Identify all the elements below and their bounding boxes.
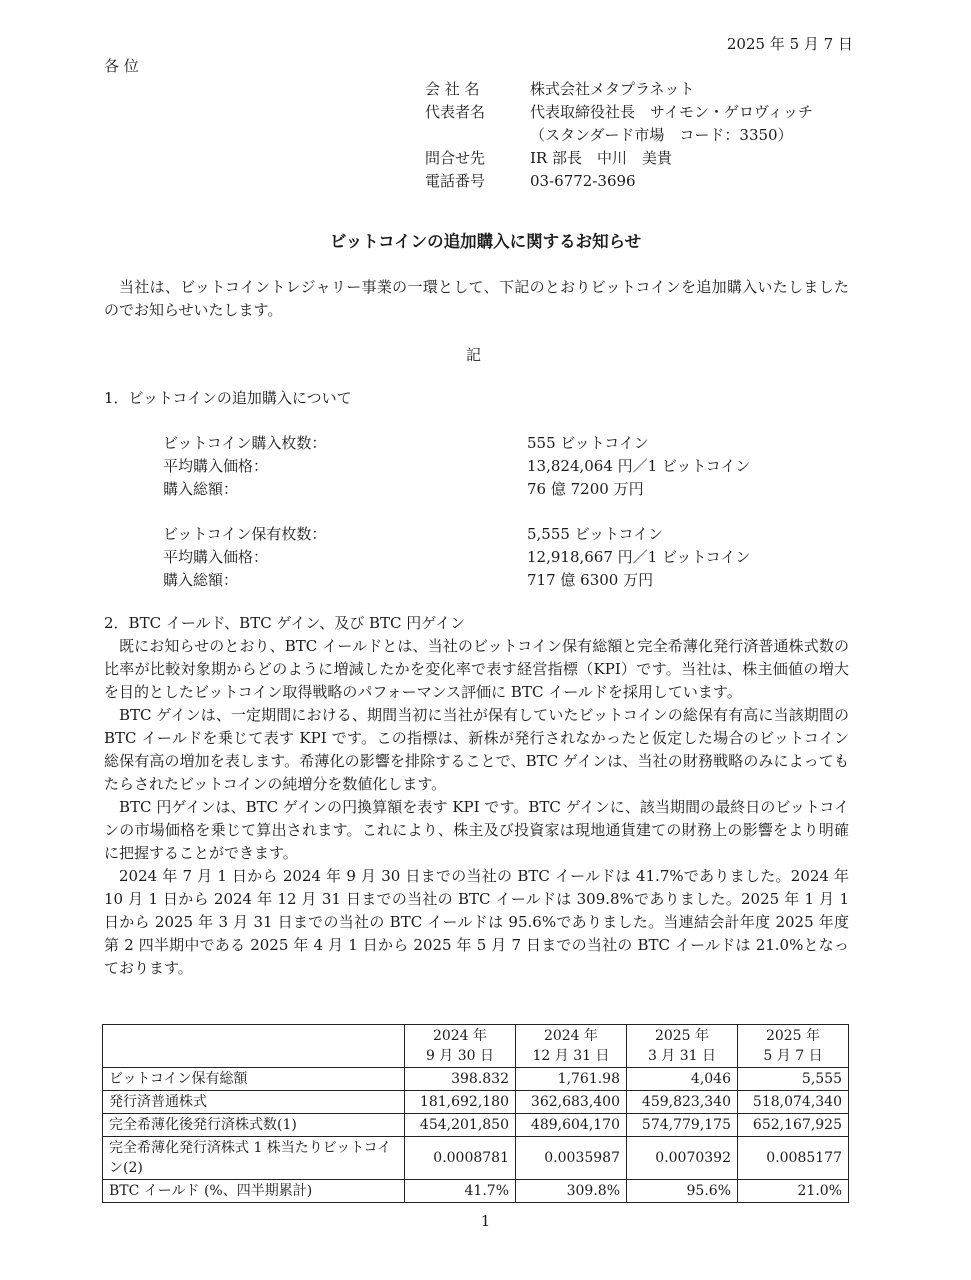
purchase-count-value: 555 ビットコイン — [527, 434, 649, 452]
table-cell: 574,779,175 — [627, 1114, 738, 1137]
market-code-value: （スタンダード市場 コード：3350） — [530, 126, 793, 144]
holding-avg-price-label: 平均購入価格： — [163, 548, 269, 566]
representative-label: 代表者名 — [425, 103, 486, 121]
table-cell: 309.8% — [516, 1180, 627, 1203]
header-year: 2025 年 — [654, 1028, 710, 1044]
table-cell: 41.7% — [405, 1180, 516, 1203]
section2-body — [104, 635, 849, 980]
table-cell: 181,692,180 — [405, 1091, 516, 1114]
table-cell: 21.0% — [738, 1180, 849, 1203]
intro-paragraph — [104, 276, 849, 322]
holding-total-value: 717 億 6300 万円 — [527, 571, 654, 589]
table-header-cell — [627, 1025, 738, 1068]
document-date: 2025 年 5 月 7 日 — [726, 35, 853, 53]
row-label: ビットコイン保有総額 — [103, 1068, 405, 1091]
btc-yield-paragraph: 既にお知らせのとおり、BTC イールドとは、当社のビットコイン保有総額と完全希薄化発行済普通株式数の比率が比較対象期からどのように増減したかを変化率で表す経営指標（KPI）です。当社は、株主価値の増大を目的としたビットコイン取得戦略のパフォーマンス評価に BTC イールドを採用しています。 — [104, 637, 849, 701]
ki-mark: 記 — [466, 346, 482, 364]
table-row — [103, 1068, 849, 1091]
table-cell: 4,046 — [627, 1068, 738, 1091]
table-cell: 362,683,400 — [516, 1091, 627, 1114]
row-label: 完全希薄化後発行済株式数(1) — [103, 1114, 405, 1137]
table-header-row — [103, 1025, 849, 1068]
intro-text: 当社は、ビットコイントレジャリー事業の一環として、下記のとおりビットコインを追加購入いたしましたのでお知らせいたします。 — [104, 278, 849, 319]
holding-avg-price-value: 12,918,667 円／1 ビットコイン — [527, 548, 751, 566]
document-title: ビットコインの追加購入に関するお知らせ — [329, 232, 642, 251]
table-header-blank — [103, 1025, 405, 1068]
section1-heading: 1．ビットコインの追加購入について — [104, 389, 352, 407]
header-date: 3 月 31 日 — [647, 1048, 717, 1064]
purchase-count-label: ビットコイン購入枚数： — [163, 434, 327, 452]
table-cell: 0.0070392 — [627, 1137, 738, 1180]
contact-value: IR 部長 中川 美貴 — [530, 149, 672, 167]
phone-value: 03-6772-3696 — [530, 172, 636, 190]
addressee: 各 位 — [104, 57, 139, 75]
btc-gain-paragraph: BTC ゲインは、一定期間における、期間当初に当社が保有していたビットコインの総保有有高に当該期間の BTC イールドを乗じて表す KPI です。この指標は、新株が発行されなかったと仮定した場合のビットコイン総保有高の増加を表します。希薄化の影響を排除することで、BTC ゲインは、当社の財務戦略のみによってもたらされたビットコインの純増分を数値化します。 — [104, 706, 849, 793]
row-label: 完全希薄化発行済株式 1 株当たりビットコイン(2) — [103, 1137, 405, 1180]
table-cell: 1,761.98 — [516, 1068, 627, 1091]
header-date: 5 月 7 日 — [763, 1048, 823, 1064]
purchase-total-label: 購入総額： — [163, 480, 239, 498]
representative-value: 代表取締役社長 サイモン・ゲロヴィッチ — [530, 103, 814, 121]
table-row — [103, 1137, 849, 1180]
page-number: 1 — [480, 1212, 491, 1230]
table-cell: 0.0035987 — [516, 1137, 627, 1180]
table-cell: 459,823,340 — [627, 1091, 738, 1114]
company-name-value: 株式会社メタプラネット — [530, 80, 695, 98]
table-cell: 95.6% — [627, 1180, 738, 1203]
header-date: 9 月 30 日 — [425, 1048, 495, 1064]
table-header-cell — [738, 1025, 849, 1068]
purchase-total-value: 76 億 7200 万円 — [527, 480, 644, 498]
row-label: BTC イールド (%、四半期累計) — [103, 1180, 405, 1203]
header-year: 2024 年 — [432, 1028, 488, 1044]
table-cell: 0.0008781 — [405, 1137, 516, 1180]
btc-yield-table — [102, 1024, 849, 1203]
table-cell: 489,604,170 — [516, 1114, 627, 1137]
table-cell: 0.0085177 — [738, 1137, 849, 1180]
phone-label: 電話番号 — [425, 172, 486, 190]
table-cell: 454,201,850 — [405, 1114, 516, 1137]
table-row — [103, 1114, 849, 1137]
btc-yen-gain-paragraph: BTC 円ゲインは、BTC ゲインの円換算額を表す KPI です。BTC ゲインに、該当期間の最終日のビットコインの市場価格を乗じて算出されます。これにより、株主及び投資家は現地通貨建ての財務上の影響をより明確に把握することができます。 — [104, 798, 849, 862]
header-year: 2024 年 — [543, 1028, 599, 1044]
purchase-avg-price-label: 平均購入価格： — [163, 457, 269, 475]
contact-label: 問合せ先 — [425, 149, 486, 167]
table-cell: 652,167,925 — [738, 1114, 849, 1137]
table-row — [103, 1180, 849, 1203]
holding-total-label: 購入総額： — [163, 571, 239, 589]
table-row — [103, 1091, 849, 1114]
purchase-avg-price-value: 13,824,064 円／1 ビットコイン — [527, 457, 751, 475]
btc-yield-history-paragraph: 2024 年 7 月 1 日から 2024 年 9 月 30 日までの当社の BTC イールドは 41.7%でありました。2024 年 10 月 1 日から 2024 年 12 月 31 日までの当社の BTC イールドは 309.8%でありました。2025 年 1 月 1 日から 2025 年 3 月 31 日までの当社の BTC イールドは 95.6%でありました。当連結会計年度 2025 年度第 2 四半期中である 2025 年 4 月 1 日から 2025 年 5 月 7 日までの当社の BTC イールドは 21.0%となっております。 — [104, 867, 849, 977]
section2-heading: 2．BTC イールド、BTC ゲイン、及び BTC 円ゲイン — [104, 614, 466, 632]
holding-count-label: ビットコイン保有枚数： — [163, 525, 327, 543]
table-cell: 398.832 — [405, 1068, 516, 1091]
header-year: 2025 年 — [765, 1028, 821, 1044]
row-label: 発行済普通株式 — [103, 1091, 405, 1114]
holding-count-value: 5,555 ビットコイン — [527, 525, 664, 543]
table-cell: 518,074,340 — [738, 1091, 849, 1114]
company-name-label: 会 社 名 — [425, 80, 480, 98]
header-date: 12 月 31 日 — [532, 1048, 610, 1064]
table-header-cell — [516, 1025, 627, 1068]
table-header-cell — [405, 1025, 516, 1068]
table-cell: 5,555 — [738, 1068, 849, 1091]
